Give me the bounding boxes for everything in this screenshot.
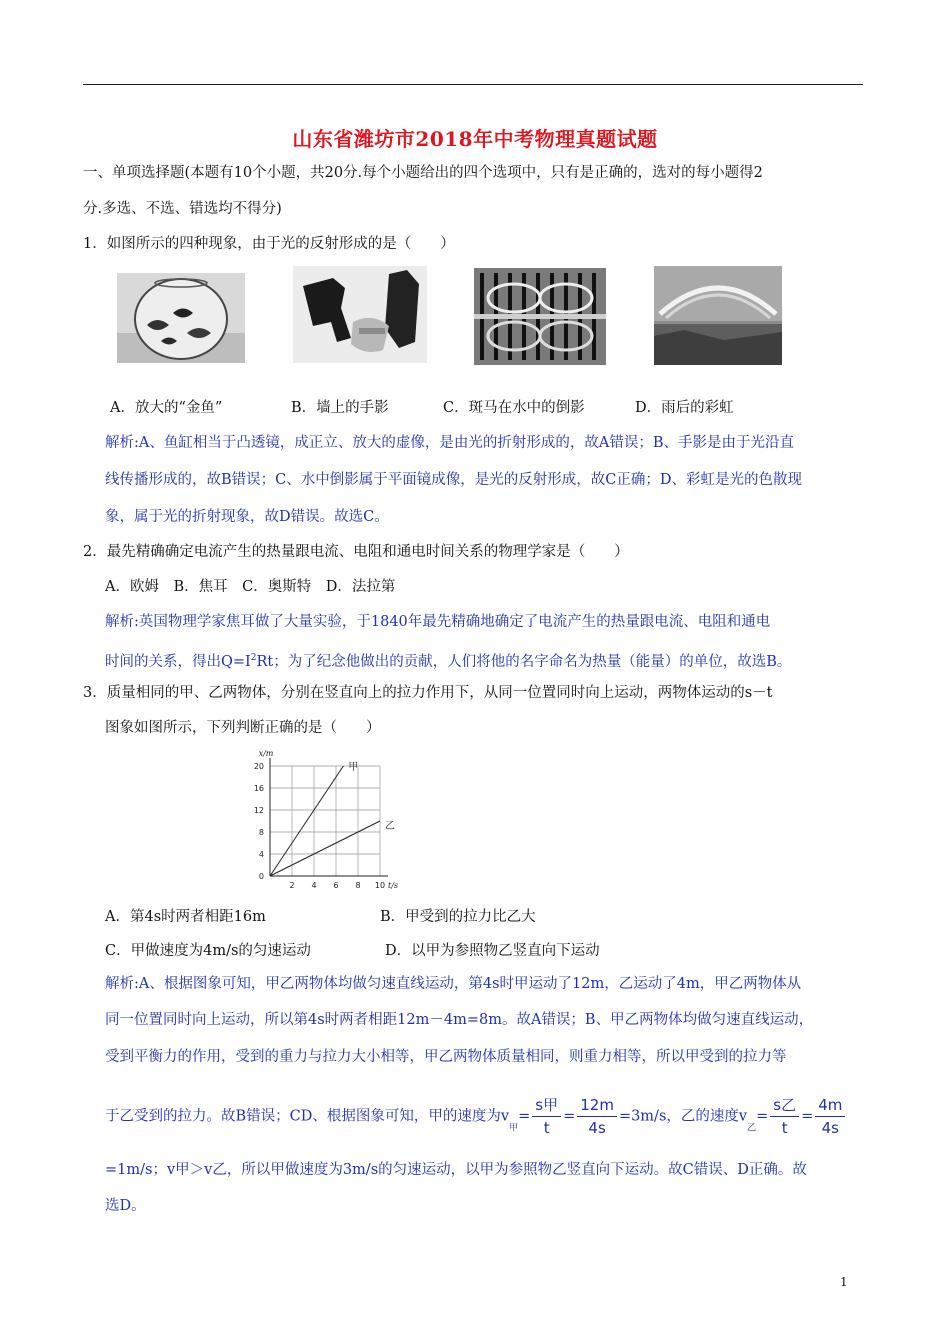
q3-analysis-line6: 选D。: [105, 1198, 146, 1214]
q3-option-b: B．甲受到的拉力比乙大: [380, 909, 536, 925]
goldfish-bowl-image: [117, 273, 245, 363]
series-line-yi: [270, 821, 380, 876]
q3-analysis-line3: 受到平衡力的作用，受到的重力与拉力大小相等，甲乙两物体质量相同，则重力相等，所以甲受到的拉力等: [105, 1049, 787, 1065]
question-3-stem: 3．质量相同的甲、乙两物体，分别在竖直向上的拉力作用下，从同一位置同时向上运动，两物体运动的s－t: [83, 685, 773, 701]
q1-analysis-line3: 象，属于光的折射现象，故D错误。故选C。: [105, 509, 389, 525]
q3-analysis-line2: 同一位置同时向上运动，所以第4s时两者相距12m－4m=8m。故A错误；B、甲乙两物体均做匀速直线运动，: [105, 1012, 814, 1028]
x-tick-label: 2: [289, 881, 295, 890]
x-tick-label: 10: [374, 881, 386, 890]
s-t-chart: [240, 743, 410, 893]
q3-option-d: D．以甲为参照物乙竖直向下运动: [385, 943, 600, 959]
equals-sign: =: [518, 1108, 531, 1125]
zebra-reflection-image: [474, 268, 606, 365]
q2-analysis-line1: 解析:英国物理学家焦耳做了大量实验，于1840年最先精确地确定了电流产生的热量跟电流、电阻和通电: [105, 614, 771, 630]
rainbow-image: [654, 266, 782, 365]
y-tick-label: 4: [258, 850, 264, 859]
page-title: 山东省潍坊市2018年中考物理真题试题: [292, 127, 658, 151]
q1-analysis-line2: 线传播形成的，故B错误；C、水中倒影属于平面镜成像，是光的反射形成，故C正确；D、彩虹是光的色散现: [105, 472, 802, 488]
y-tick-label: 20: [253, 762, 264, 771]
q2-options: A．欧姆 B．焦耳 C．奥斯特 D．法拉第: [105, 579, 396, 595]
q3-analysis-l4-part1: 于乙受到的拉力。故B错误；CD、根据图象可知，甲的速度为v: [105, 1108, 510, 1125]
y-tick-label: 12: [253, 806, 264, 815]
top-rule: [83, 84, 863, 85]
hand-shadow-image: [293, 266, 427, 363]
fraction-denominator: t: [543, 1119, 550, 1137]
q1-option-a: A．放大的“金鱼”: [110, 400, 223, 416]
subscript-yi: 乙: [747, 1123, 757, 1134]
fraction-denominator: t: [781, 1119, 788, 1137]
fraction-4m-over-4s: [815, 1094, 845, 1139]
section-heading-cont: 分.多选、不选、错选均不得分): [83, 201, 282, 217]
y-tick-label: 8: [258, 828, 264, 837]
fraction-numerator: s甲: [532, 1094, 561, 1117]
q3-analysis-line4: [105, 1094, 847, 1140]
x-tick-label: 6: [333, 881, 339, 890]
x-axis-label: t/s: [388, 881, 399, 890]
fraction-denominator: 4s: [588, 1119, 606, 1137]
q3-analysis-l4-part2: =3m/s，乙的速度v: [618, 1108, 748, 1125]
q2-analysis-line2: [105, 648, 791, 672]
y-tick-label: 16: [253, 784, 264, 793]
q1-option-d: D．雨后的彩虹: [635, 400, 734, 416]
fraction-12m-over-4s: [577, 1094, 617, 1139]
section-heading: 一、单项选择题(本题有10个小题，共20分.每个小题给出的四个选项中，只有是正确的，选对的每小题得2: [83, 165, 763, 181]
series-label: 甲: [348, 762, 359, 773]
fraction-s-jia-over-t: [532, 1094, 561, 1139]
equals-sign: =: [756, 1108, 769, 1125]
question-1-stem: 1．如图所示的四种现象，由于光的反射形成的是（ ）: [83, 236, 455, 252]
q1-option-c: C．斑马在水中的倒影: [443, 400, 585, 416]
q3-option-c: C．甲做速度为4m/s的匀速运动: [105, 943, 311, 959]
superscript-2: 2: [250, 653, 257, 663]
q2-analysis-part2: Rt；为了纪念他做出的贡献，人们将他的名字命名为热量（能量）的单位，故选B。: [256, 653, 792, 670]
y-axis-label: x/m: [258, 749, 274, 758]
q1-analysis-line1: 解析:A、鱼缸相当于凸透镜，成正立、放大的虚像，是由光的折射形成的，故A错误；B、手影是由于光沿直: [105, 435, 794, 451]
page-number: 1: [840, 1275, 848, 1289]
question-3-stem-cont: 图象如图所示，下列判断正确的是（ ）: [105, 720, 381, 736]
fraction-numerator: s乙: [770, 1094, 799, 1117]
equals-sign: =: [801, 1108, 814, 1125]
x-tick-label: 8: [355, 881, 361, 890]
series-label: 乙: [385, 821, 395, 832]
question-2-stem: 2．最先精确确定电流产生的热量跟电流、电阻和通电时间关系的物理学家是（ ）: [83, 544, 629, 560]
series-line-jia: [270, 766, 343, 876]
q3-analysis-line5: =1m/s；v甲＞v乙，所以甲做速度为3m/s的匀速运动，以甲为参照物乙竖直向下运动。故C错误、D正确。故: [105, 1162, 807, 1178]
subscript-jia: 甲: [509, 1123, 519, 1134]
fraction-denominator: 4s: [821, 1119, 839, 1137]
q1-option-b: B．墙上的手影: [291, 400, 389, 416]
q2-analysis-part1: 时间的关系，得出Q=I: [105, 653, 251, 670]
fraction-s-yi-over-t: [770, 1094, 799, 1139]
q3-option-a: A．第4s时两者相距16m: [105, 909, 266, 925]
y-tick-label: 0: [258, 872, 264, 881]
fraction-numerator: 4m: [815, 1094, 845, 1117]
equals-sign: =: [563, 1108, 576, 1125]
q3-analysis-line1: 解析:A、根据图象可知，甲乙两物体均做匀速直线运动，第4s时甲运动了12m，乙运动了4m，甲乙两物体从: [105, 976, 802, 992]
fraction-numerator: 12m: [577, 1094, 617, 1117]
x-tick-label: 4: [311, 881, 317, 890]
